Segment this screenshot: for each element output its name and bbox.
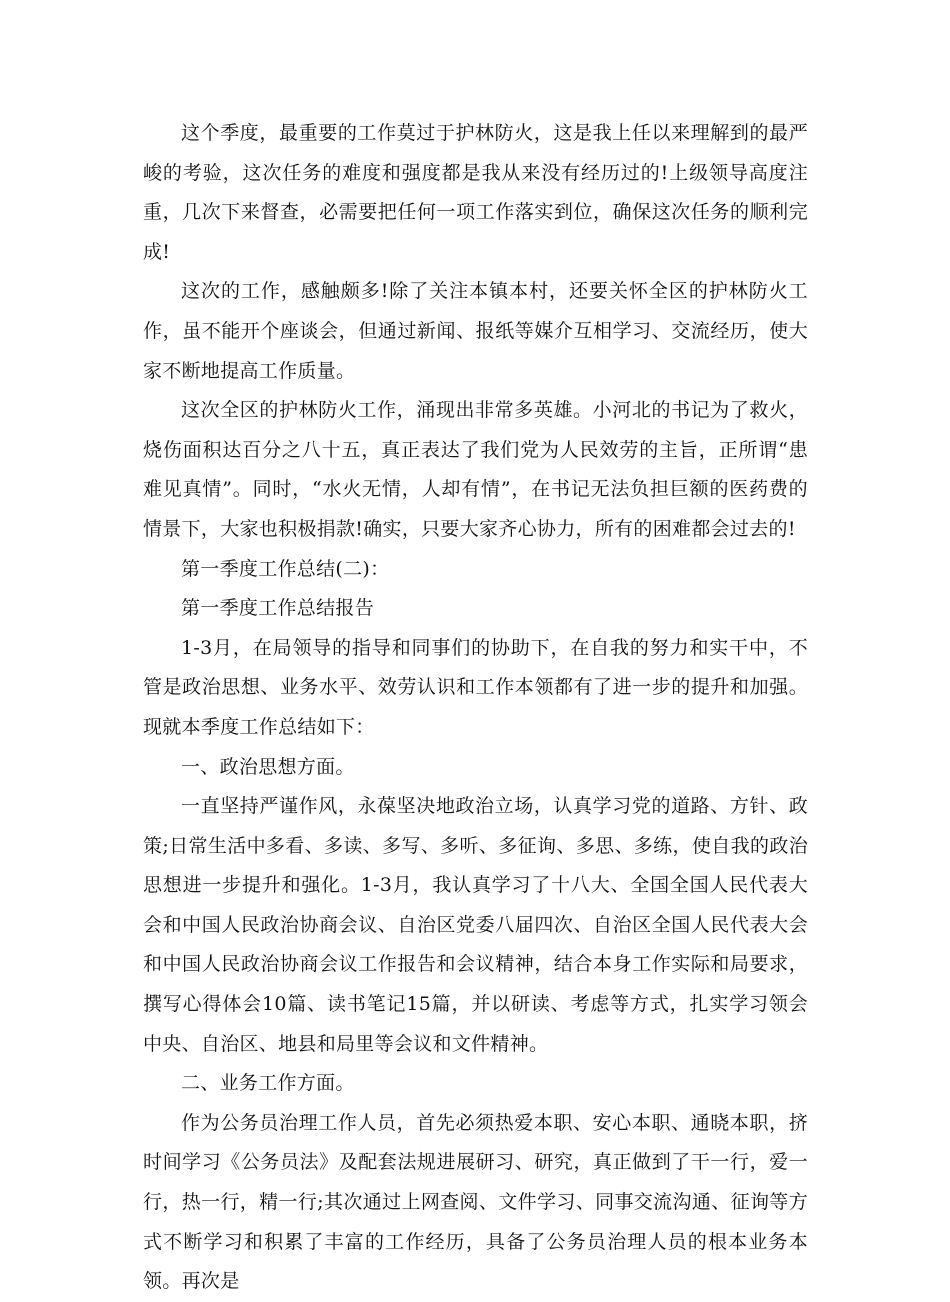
section-heading: 二、业务工作方面。: [181, 1072, 355, 1095]
section-heading: 第一季度工作总结(二)：: [181, 557, 390, 580]
paragraph: 一直坚持严谨作风，永葆坚决地政治立场，认真学习党的道路、方针、政策;日常生活中多看、多读、多写、多听、多征询、多思、多练，使自我的政治思想进一步提升和强化。1-3月，我认真学习了十八大、全国全国人民代表大会和中国人民政治协商会议、自治区党委八届四次、自治区全国人民代表大会和中国人民政治协商会议工作报告和会议精神，结合本身工作实际和局要求，撰写心得体会10篇、读书笔记15篇，并以研读、考虑等方式，扎实学习领会中央、自治区、地县和局里等会议和文件精神。: [143, 795, 808, 1055]
paragraph: 这次全区的护林防火工作，涌现出非常多英雄。小河北的书记为了救火，烧伤面积达百分之八十五，真正表达了我们党为人民效劳的主旨，正所谓“患难见真情”。同时，“水火无情，人却有情”，在书记无法负担巨额的医药费的情景下，大家也积极捐款!确实，只要大家齐心协力，所有的困难都会过去的!: [143, 399, 808, 540]
report-title: 第一季度工作总结报告: [181, 597, 375, 620]
paragraph: 作为公务员治理工作人员，首先必须热爱本职、安心本职、通晓本职，挤时间学习《公务员法》及配套法规进展研习、研究，真正做到了干一行，爱一行，热一行，精一行;其次通过上网查阅、文件学习、同事交流沟通、征询等方式不断学习和积累了丰富的工作经历，具备了公务员治理人员的根本业务本领。再次是: [143, 1111, 808, 1293]
paragraph: 这个季度，最重要的工作莫过于护林防火，这是我上任以来理解到的最严峻的考验，这次任务的难度和强度都是我从来没有经历过的!上级领导高度注重，几次下来督查，必需要把任何一项工作落实到位，确保这次任务的顺利完成!: [143, 122, 808, 263]
paragraph: 1-3月，在局领导的指导和同事们的协助下，在自我的努力和实干中，不管是政治思想、业务水平、效劳认识和工作本领都有了进一步的提升和加强。现就本季度工作总结如下：: [143, 636, 808, 738]
paragraph: 这次的工作，感触颇多!除了关注本镇本村，还要关怀全区的护林防火工作，虽不能开个座谈会，但通过新闻、报纸等媒介互相学习、交流经历，使大家不断地提高工作质量。: [143, 280, 808, 382]
document-body: [143, 114, 808, 1302]
section-heading: 一、政治思想方面。: [181, 755, 355, 778]
